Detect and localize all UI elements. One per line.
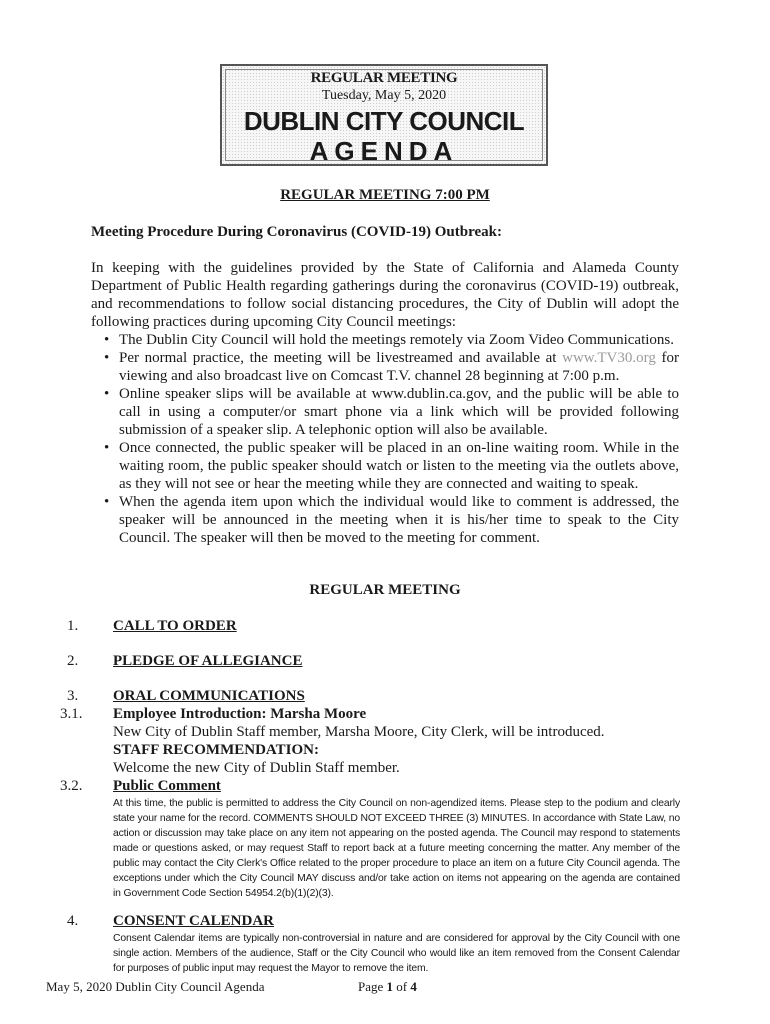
item-number: 2. [67, 653, 79, 669]
agenda-header-box [220, 64, 548, 166]
header-meeting-type: REGULAR MEETING [310, 70, 458, 86]
tv30-link[interactable]: www.TV30.org [562, 350, 656, 366]
consent-calendar-text: Consent Calendar items are typically non-controversial in nature and are considered for approval by the City Council with one single action. Members of the audience, Staff or the City Council who would like an item removed from the Consent Calendar for purposes of public input may request the Mayor to remove the item. [113, 933, 680, 974]
bullet-text: Online speaker slips will be available at www.dublin.ca.gov, and the public will be able to call in using a computer/or smart phone via a link which will be provided following submission of a speaker slip. A telephonic option will also be available. [119, 386, 679, 438]
page-total: 4 [410, 979, 417, 994]
page-of: of [393, 979, 411, 994]
employee-introduction-text: New City of Dublin Staff member, Marsha Moore, City Clerk, will be introduced. [113, 724, 605, 740]
header-date: Tuesday, May 5, 2020 [321, 88, 447, 103]
item-number: 3.2. [60, 778, 83, 794]
item-number: 4. [67, 913, 79, 929]
bullet-text: for viewing and also broadcast live on Comcast T.V. channel 28 beginning at 7:00 p.m. [119, 350, 679, 384]
header-council-name: DUBLIN CITY COUNCIL [243, 106, 525, 136]
page-prefix: Page [358, 979, 387, 994]
page-current: 1 [386, 979, 394, 994]
list-item [91, 349, 679, 385]
procedure-heading: Meeting Procedure During Coronavirus (COVID-19) Outbreak: [91, 224, 502, 240]
bullet-text: Once connected, the public speaker will be placed in an on-line waiting room. While in the waiting room, the public speaker should watch or listen to the meeting via the outlets above, as they will not see or hear the meeting while they are connected and waiting to speak. [119, 440, 679, 492]
regular-meeting-heading: REGULAR MEETING [309, 582, 461, 598]
item-number: 1. [67, 618, 79, 634]
procedure-intro: In keeping with the guidelines provided by the State of California and Alameda County Department of Public Health regarding gatherings during the coronavirus (COVID-19) outbreak, and recommendations to follow social distancing procedures, the City of Dublin will adopt the following practices during upcoming City Council meetings: [91, 260, 679, 330]
procedure-bullet-list [91, 331, 679, 547]
item-call-to-order: CALL TO ORDER [113, 618, 237, 634]
item-public-comment: Public Comment [113, 778, 221, 794]
header-agenda-label: AGENDA [309, 136, 459, 166]
staff-recommendation-text: Welcome the new City of Dublin Staff member. [113, 760, 400, 776]
item-number: 3.1. [60, 706, 83, 722]
item-consent-calendar: CONSENT CALENDAR [113, 913, 275, 929]
footer-page-number [358, 979, 417, 995]
public-comment-text: At this time, the public is permitted to address the City Council on non-agendized items. Please step to the podium and clearly state your name for the record. COMMENTS SHOULD NOT EXCEED THREE (3) MINUTES. In accordance with State Law, no action or discussion may take place on any item not appearing on the posted agenda. The Council may respond to statements made or questions asked, or may request Staff to report back at a future meeting concerning the matter. Any member of the public may contact the City Clerk's Office related to the proper procedure to place an item on a future City Council agenda. The exceptions under which the City Council MAY discuss and/or take action on items not appearing on the agenda are contained in Government Code Section 54954.2(b)(1)(2)(3). [113, 798, 680, 899]
item-number: 3. [67, 688, 79, 704]
footer-document-name: May 5, 2020 Dublin City Council Agenda [46, 979, 265, 994]
meeting-title: REGULAR MEETING 7:00 PM [280, 187, 490, 203]
bullet-text: The Dublin City Council will hold the meetings remotely via Zoom Video Communications. [119, 332, 675, 348]
item-pledge-of-allegiance: PLEDGE OF ALLEGIANCE [113, 653, 303, 669]
list-item [91, 331, 679, 349]
bullet-text: Per normal practice, the meeting will be livestreamed and available at [119, 350, 563, 366]
item-employee-introduction: Employee Introduction: Marsha Moore [113, 706, 367, 722]
list-item [91, 385, 679, 439]
staff-recommendation-label: STAFF RECOMMENDATION: [113, 742, 319, 758]
item-oral-communications: ORAL COMMUNICATIONS [113, 688, 305, 704]
bullet-text: When the agenda item upon which the individual would like to comment is addressed, the speaker will be announced in the meeting when it is his/her time to speak to the City Council. The speaker will then be moved to the meeting for comment. [119, 494, 679, 546]
list-item [91, 439, 679, 493]
list-item [91, 493, 679, 547]
